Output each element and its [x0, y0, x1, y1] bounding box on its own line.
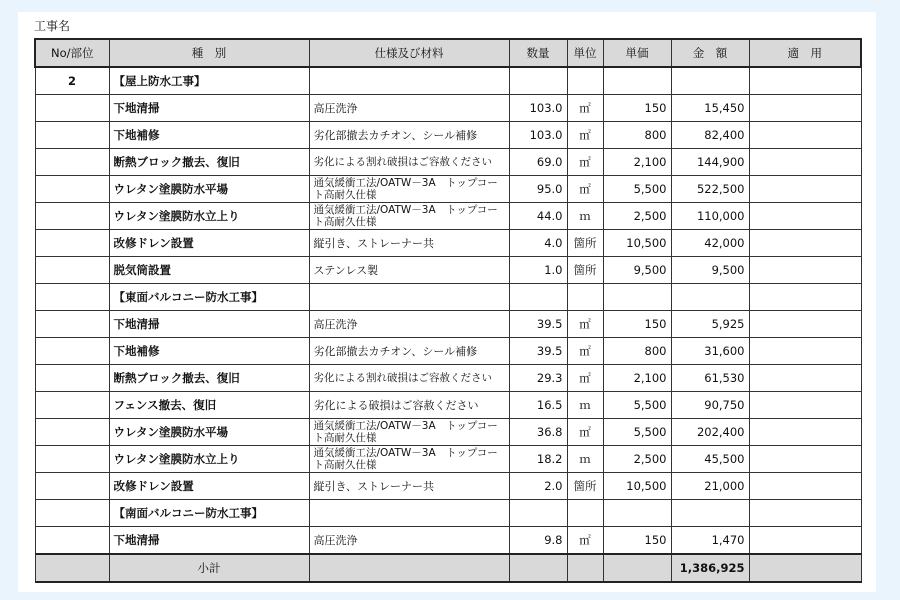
- cell-qty: 18.2: [509, 446, 567, 473]
- header-amount: 金 額: [671, 39, 749, 67]
- cell-amount: 5,925: [671, 311, 749, 338]
- cell-spec: 劣化による割れ破損はご容赦ください: [309, 149, 509, 176]
- cell-price: 10,500: [603, 473, 671, 500]
- cell-no: [35, 338, 109, 365]
- cell-no: [35, 527, 109, 555]
- cell-name: 下地清掃: [109, 95, 309, 122]
- cell-remarks: [749, 122, 861, 149]
- cell-unit: ㎡: [567, 419, 603, 446]
- cell-price: 2,100: [603, 365, 671, 392]
- cell-name: 【東面バルコニー防水工事】: [109, 284, 309, 311]
- cell-name: 脱気筒設置: [109, 257, 309, 284]
- cell-amount: 61,530: [671, 365, 749, 392]
- section-row: [35, 284, 861, 311]
- cell-qty: 95.0: [509, 176, 567, 203]
- cell-price: 2,100: [603, 149, 671, 176]
- cell-no: [35, 149, 109, 176]
- cell-qty: 39.5: [509, 311, 567, 338]
- subtotal-remarks-cell: [749, 554, 861, 582]
- cell-spec: 劣化による割れ破損はご容赦ください: [309, 365, 509, 392]
- cell-price: 150: [603, 527, 671, 555]
- subtotal-amount: 1,386,925: [671, 554, 749, 582]
- cell-spec: 劣化部撤去カチオン、シール補修: [309, 122, 509, 149]
- cell-name: ウレタン塗膜防水平場: [109, 176, 309, 203]
- table-row: [35, 338, 861, 365]
- header-qty: 数量: [509, 39, 567, 67]
- cell-spec: 縦引き、ストレーナー共: [309, 473, 509, 500]
- cell-unit: ㎡: [567, 176, 603, 203]
- cell-remarks: [749, 67, 861, 95]
- cell-spec: 通気緩衝工法/OATW－3A トップコート高耐久仕様: [309, 419, 509, 446]
- subtotal-label: 小計: [109, 554, 309, 582]
- cell-qty: 1.0: [509, 257, 567, 284]
- cell-unit: 箇所: [567, 257, 603, 284]
- cell-amount: 9,500: [671, 257, 749, 284]
- cell-no: [35, 176, 109, 203]
- cell-amount: 202,400: [671, 419, 749, 446]
- cell-unit: [567, 500, 603, 527]
- cell-name: 【南面バルコニー防水工事】: [109, 500, 309, 527]
- cell-unit: ㎡: [567, 95, 603, 122]
- header-remarks: 適 用: [749, 39, 861, 67]
- cell-name: ウレタン塗膜防水立上り: [109, 203, 309, 230]
- cell-amount: [671, 67, 749, 95]
- cell-name: 断熱ブロック撤去、復旧: [109, 365, 309, 392]
- cell-name: 改修ドレン設置: [109, 230, 309, 257]
- cell-unit: ㎡: [567, 311, 603, 338]
- cell-amount: 31,600: [671, 338, 749, 365]
- cell-spec: [309, 500, 509, 527]
- cell-remarks: [749, 392, 861, 419]
- cell-qty: 69.0: [509, 149, 567, 176]
- cell-remarks: [749, 230, 861, 257]
- cell-spec: 劣化部撤去カチオン、シール補修: [309, 338, 509, 365]
- cell-amount: 15,450: [671, 95, 749, 122]
- cell-price: [603, 67, 671, 95]
- cell-unit: [567, 67, 603, 95]
- cell-name: 【屋上防水工事】: [109, 67, 309, 95]
- cell-price: 150: [603, 311, 671, 338]
- cell-spec: [309, 284, 509, 311]
- cell-price: 5,500: [603, 419, 671, 446]
- cell-no: [35, 203, 109, 230]
- cell-spec: 高圧洗浄: [309, 527, 509, 555]
- table-row: [35, 419, 861, 446]
- table-row: [35, 257, 861, 284]
- subtotal-qty-cell: [509, 554, 567, 582]
- cell-amount: 45,500: [671, 446, 749, 473]
- cell-price: [603, 500, 671, 527]
- cell-unit: ㎡: [567, 365, 603, 392]
- cell-remarks: [749, 284, 861, 311]
- table-header-row: [35, 39, 861, 67]
- cell-remarks: [749, 419, 861, 446]
- estimate-table: [34, 38, 862, 583]
- cell-no: [35, 95, 109, 122]
- cell-no: [35, 392, 109, 419]
- cell-no: [35, 284, 109, 311]
- table-row: [35, 311, 861, 338]
- cell-unit: 箇所: [567, 473, 603, 500]
- cell-name: ウレタン塗膜防水立上り: [109, 446, 309, 473]
- cell-price: 2,500: [603, 203, 671, 230]
- header-price: 単価: [603, 39, 671, 67]
- table-row: [35, 365, 861, 392]
- cell-remarks: [749, 527, 861, 555]
- cell-price: 2,500: [603, 446, 671, 473]
- cell-qty: 9.8: [509, 527, 567, 555]
- cell-amount: 110,000: [671, 203, 749, 230]
- cell-unit: ｍ: [567, 446, 603, 473]
- cell-spec: 高圧洗浄: [309, 95, 509, 122]
- table-row: [35, 473, 861, 500]
- table-row: [35, 230, 861, 257]
- cell-qty: [509, 500, 567, 527]
- cell-remarks: [749, 203, 861, 230]
- cell-spec: ステンレス製: [309, 257, 509, 284]
- cell-spec: 高圧洗浄: [309, 311, 509, 338]
- cell-amount: [671, 284, 749, 311]
- cell-amount: 522,500: [671, 176, 749, 203]
- cell-unit: ㎡: [567, 149, 603, 176]
- cell-price: 10,500: [603, 230, 671, 257]
- cell-qty: 103.0: [509, 95, 567, 122]
- cell-qty: 103.0: [509, 122, 567, 149]
- cell-remarks: [749, 176, 861, 203]
- table-body: [35, 67, 861, 554]
- cell-price: 5,500: [603, 176, 671, 203]
- cell-no: 2: [35, 67, 109, 95]
- cell-qty: 2.0: [509, 473, 567, 500]
- estimate-sheet: [18, 12, 876, 592]
- cell-price: 9,500: [603, 257, 671, 284]
- cell-name: 改修ドレン設置: [109, 473, 309, 500]
- cell-price: 800: [603, 122, 671, 149]
- cell-qty: [509, 67, 567, 95]
- cell-spec: 劣化による破損はご容赦ください: [309, 392, 509, 419]
- cell-unit: ㎡: [567, 338, 603, 365]
- cell-qty: 39.5: [509, 338, 567, 365]
- cell-price: 150: [603, 95, 671, 122]
- subtotal-row: [35, 554, 861, 582]
- cell-no: [35, 500, 109, 527]
- header-unit: 単位: [567, 39, 603, 67]
- cell-unit: ㎡: [567, 122, 603, 149]
- cell-spec: 通気緩衝工法/OATW－3A トップコート高耐久仕様: [309, 203, 509, 230]
- cell-qty: 29.3: [509, 365, 567, 392]
- section-row: [35, 67, 861, 95]
- cell-no: [35, 446, 109, 473]
- cell-no: [35, 122, 109, 149]
- cell-amount: [671, 500, 749, 527]
- table-row: [35, 122, 861, 149]
- cell-remarks: [749, 365, 861, 392]
- cell-qty: 36.8: [509, 419, 567, 446]
- cell-no: [35, 365, 109, 392]
- cell-remarks: [749, 446, 861, 473]
- table-row: [35, 392, 861, 419]
- table-row: [35, 203, 861, 230]
- cell-name: フェンス撤去、復旧: [109, 392, 309, 419]
- cell-remarks: [749, 500, 861, 527]
- cell-amount: 21,000: [671, 473, 749, 500]
- table-row: [35, 527, 861, 555]
- table-row: [35, 149, 861, 176]
- cell-unit: [567, 284, 603, 311]
- cell-price: 800: [603, 338, 671, 365]
- project-name-label: 工事名: [34, 19, 71, 33]
- cell-qty: 44.0: [509, 203, 567, 230]
- cell-unit: ｍ: [567, 203, 603, 230]
- table-row: [35, 176, 861, 203]
- subtotal-unit-cell: [567, 554, 603, 582]
- cell-price: [603, 284, 671, 311]
- cell-remarks: [749, 257, 861, 284]
- table-row: [35, 446, 861, 473]
- cell-unit: ｍ: [567, 392, 603, 419]
- cell-qty: [509, 284, 567, 311]
- subtotal-no-cell: [35, 554, 109, 582]
- cell-no: [35, 230, 109, 257]
- cell-remarks: [749, 473, 861, 500]
- cell-remarks: [749, 149, 861, 176]
- cell-remarks: [749, 338, 861, 365]
- cell-spec: [309, 67, 509, 95]
- cell-no: [35, 419, 109, 446]
- cell-remarks: [749, 95, 861, 122]
- header-spec: 仕様及び材料: [309, 39, 509, 67]
- header-name: 種 別: [109, 39, 309, 67]
- cell-name: 下地清掃: [109, 527, 309, 555]
- cell-amount: 90,750: [671, 392, 749, 419]
- header-no: No/部位: [35, 39, 109, 67]
- cell-remarks: [749, 311, 861, 338]
- cell-spec: 通気緩衝工法/OATW－3A トップコート高耐久仕様: [309, 176, 509, 203]
- cell-amount: 42,000: [671, 230, 749, 257]
- cell-spec: 縦引き、ストレーナー共: [309, 230, 509, 257]
- subtotal-spec-cell: [309, 554, 509, 582]
- cell-spec: 通気緩衝工法/OATW－3A トップコート高耐久仕様: [309, 446, 509, 473]
- cell-unit: 箇所: [567, 230, 603, 257]
- cell-amount: 144,900: [671, 149, 749, 176]
- cell-name: 下地清掃: [109, 311, 309, 338]
- cell-qty: 16.5: [509, 392, 567, 419]
- cell-no: [35, 257, 109, 284]
- cell-no: [35, 311, 109, 338]
- cell-amount: 82,400: [671, 122, 749, 149]
- table-row: [35, 95, 861, 122]
- cell-name: 断熱ブロック撤去、復旧: [109, 149, 309, 176]
- subtotal-price-cell: [603, 554, 671, 582]
- cell-no: [35, 473, 109, 500]
- cell-name: 下地補修: [109, 338, 309, 365]
- cell-amount: 1,470: [671, 527, 749, 555]
- cell-qty: 4.0: [509, 230, 567, 257]
- cell-name: ウレタン塗膜防水平場: [109, 419, 309, 446]
- cell-unit: ㎡: [567, 527, 603, 555]
- cell-price: 5,500: [603, 392, 671, 419]
- cell-name: 下地補修: [109, 122, 309, 149]
- section-row: [35, 500, 861, 527]
